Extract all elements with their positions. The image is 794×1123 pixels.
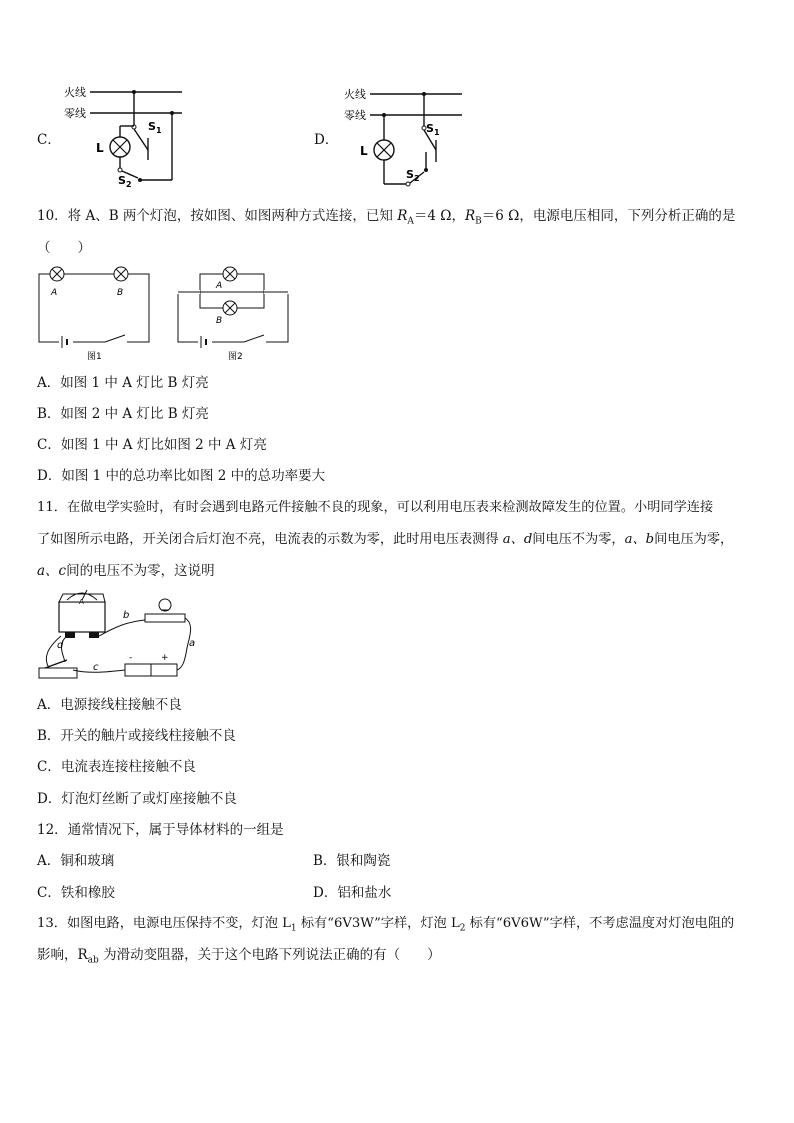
- q10-option-d[interactable]: D．如图 1 中的总功率比如图 2 中的总功率要大: [37, 468, 326, 484]
- q12-option-b[interactable]: B．银和陶瓷: [313, 853, 391, 869]
- q9d-s2-label: $S_2$: [406, 168, 420, 183]
- q9c-s1-label: $S_1$: [148, 120, 162, 135]
- q10-stem-line1: 10．将 A、B 两个灯泡，按如图、如图两种方式连接，已知 $R_A=4$ Ω，$R_B=6$ Ω，电源电压相同，下列分析正确的是: [37, 208, 736, 227]
- q10-option-b[interactable]: B．如图 2 中 A 灯比 B 灯亮: [37, 406, 209, 422]
- q9d-fire-line-label: 火线: [344, 88, 366, 101]
- q10-figure-2: [176, 262, 301, 362]
- q9c-fire-line-label: 火线: [64, 86, 86, 99]
- q9-option-c-letter: C．: [37, 132, 61, 148]
- q11-battery-plus: +: [161, 653, 169, 663]
- q11-ammeter-label: A: [79, 598, 84, 606]
- q11-option-d[interactable]: D．灯泡灯丝断了或灯座接触不良: [37, 791, 237, 807]
- q10-fig2-caption: 图2: [228, 352, 243, 362]
- q11-option-a[interactable]: A．电源接线柱接触不良: [37, 697, 182, 713]
- q11-ammeter-icon: [59, 602, 105, 632]
- q11-option-b[interactable]: B．开关的触片或接线柱接触不良: [37, 728, 236, 744]
- q13-stem-line2: 影响，$R_{ab}$ 为滑动变阻器，关于这个电路下列说法正确的有（ ）: [37, 947, 441, 966]
- q11-stem-line1: 11．在做电学实验时，有时会遇到电路元件接触不良的现象，可以利用电压表来检测故障发生的位置。小明同学连接: [37, 500, 714, 515]
- q10-answer-paren: （ ）: [37, 240, 91, 256]
- q11-switch-icon: [39, 668, 77, 678]
- q11-circuit-figure: [37, 588, 207, 688]
- q12-option-d[interactable]: D．铝和盐水: [313, 885, 392, 901]
- q10-fig1-bulb-b-label: B: [117, 288, 124, 298]
- q9c-s2-label: $S_2$: [118, 174, 132, 189]
- q11-point-a-label: a: [189, 638, 196, 649]
- q11-battery-minus: -: [129, 653, 133, 663]
- q10-fig1-bulb-a-label: A: [51, 288, 58, 298]
- q11-point-c-label: c: [93, 662, 99, 673]
- q10-fig2-bulb-b-label: B: [216, 316, 223, 326]
- q9-option-c-circuit: [60, 80, 220, 190]
- q10-figure-1: [37, 262, 162, 362]
- q9-option-d-letter: D．: [314, 132, 339, 148]
- q10-fig2-bulb-a-label: A: [216, 281, 223, 291]
- q10-option-c[interactable]: C．如图 1 中 A 灯比如图 2 中 A 灯亮: [37, 437, 267, 453]
- q12-option-c[interactable]: C．铁和橡胶: [37, 885, 115, 901]
- q9c-zero-line-label: 零线: [64, 107, 86, 120]
- q9-option-d-circuit: [340, 82, 500, 192]
- q12-stem: 12．通常情况下，属于导体材料的一组是: [37, 822, 284, 838]
- q9d-lamp-label: L: [360, 144, 368, 158]
- q11-point-d-label: d: [57, 640, 64, 651]
- q9c-lamp-label: L: [96, 141, 104, 155]
- q11-stem-line3: a、c间的电压不为零，这说明: [37, 563, 215, 579]
- q9d-s1-label: $S_1$: [426, 122, 440, 137]
- q11-lamp-holder-icon: [145, 614, 185, 622]
- q10-option-a[interactable]: A．如图 1 中 A 灯比 B 灯亮: [37, 375, 209, 391]
- q11-option-c[interactable]: C．电流表连接柱接触不良: [37, 759, 196, 775]
- q11-stem-line2: 了如图所示电路，开关闭合后灯泡不亮，电流表的示数为零，此时用电压表测得 a、d间电压不为零，a、b间电压为零，: [37, 532, 734, 547]
- q12-option-a[interactable]: A．铜和玻璃: [37, 853, 115, 869]
- q9d-zero-line-label: 零线: [344, 109, 366, 122]
- q10-fig1-caption: 图1: [87, 352, 102, 362]
- q13-stem-line1: 13．如图电路，电源电压保持不变，灯泡 $L_1$ 标有“6V3W”字样，灯泡 $L_2$ 标有“6V6W”字样，不考虑温度对灯泡电阻的: [37, 916, 735, 934]
- q11-point-b-label: b: [123, 610, 130, 621]
- q11-lamp-icon: [159, 599, 171, 611]
